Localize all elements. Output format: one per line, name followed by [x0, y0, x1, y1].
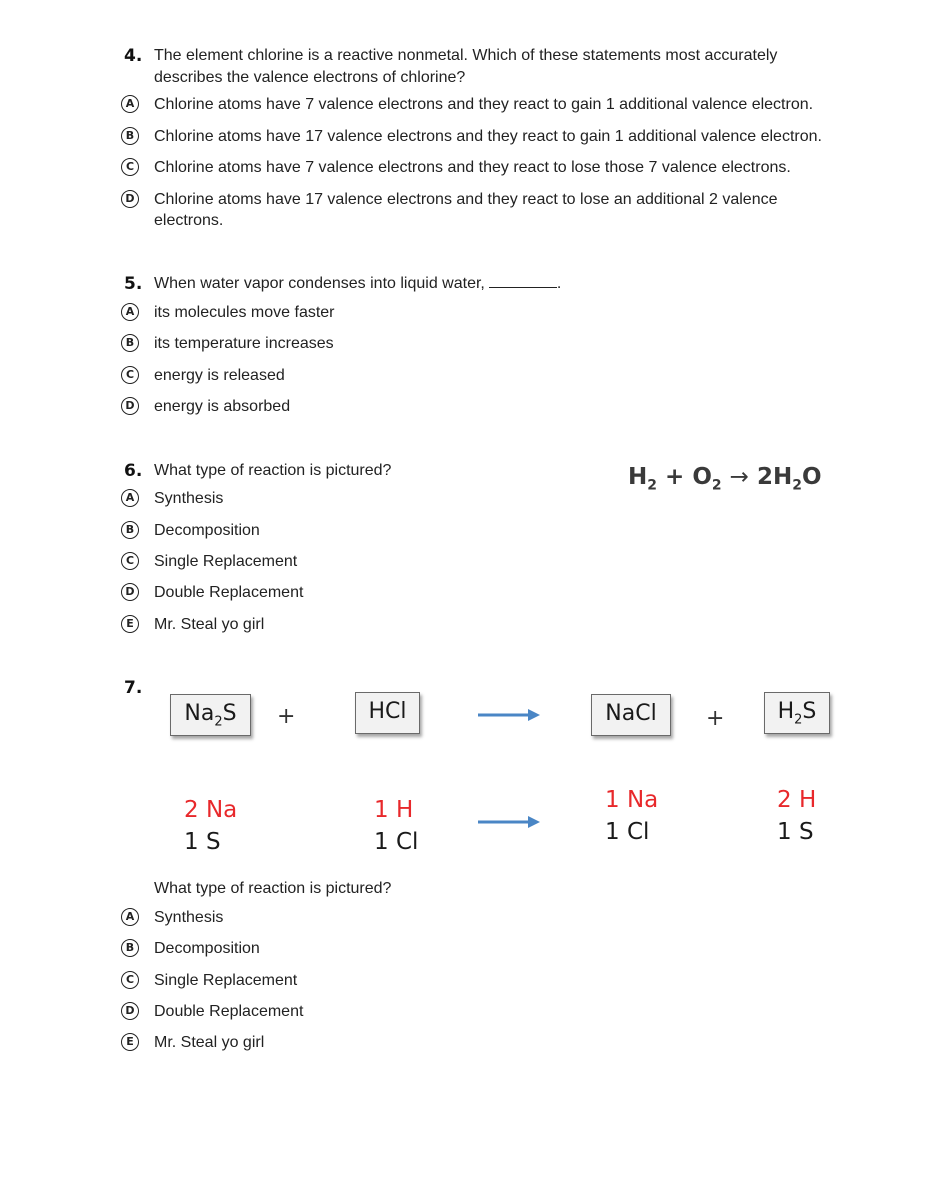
option-bubble[interactable]: B	[121, 939, 139, 957]
option-a[interactable]	[0, 302, 926, 326]
formula-subscript: 2	[214, 714, 223, 730]
option-d[interactable]	[0, 396, 926, 420]
eq-term: O	[801, 464, 822, 490]
option-a[interactable]	[0, 907, 926, 931]
eq-term: 2H	[756, 464, 793, 490]
eq-term: H	[628, 464, 648, 490]
option-bubble[interactable]: C	[121, 158, 139, 176]
option-bubble[interactable]: B	[121, 521, 139, 539]
option-a[interactable]	[0, 94, 926, 118]
atom-count	[184, 794, 237, 858]
formula-text: NaCl	[605, 701, 657, 726]
option-text: Decomposition	[154, 940, 260, 957]
option-text: Mr. Steal yo girl	[154, 616, 265, 633]
eq-subscript: 2	[711, 477, 722, 494]
option-text: Chlorine atoms have 7 valence electrons and they react to lose those 7 valence electrons.	[154, 159, 791, 176]
eq-subscript: 2	[647, 477, 657, 494]
answer-blank	[489, 287, 557, 288]
atom-count-red: 1 Na	[605, 787, 659, 813]
option-c[interactable]	[0, 157, 926, 181]
option-text: Synthesis	[154, 909, 224, 926]
formula-text: HCl	[368, 699, 407, 724]
question-number: 4.	[124, 46, 143, 66]
option-bubble[interactable]: A	[121, 908, 139, 926]
eq-subscript: 2	[792, 477, 802, 494]
option-d[interactable]	[0, 582, 926, 606]
atom-count-black: 1 S	[777, 819, 814, 845]
option-b[interactable]	[0, 126, 926, 150]
eq-arrow: →	[729, 464, 749, 490]
option-text: Double Replacement	[154, 1003, 304, 1020]
option-bubble[interactable]: B	[121, 127, 139, 145]
option-text: Chlorine atoms have 7 valence electrons and they react to gain 1 additional valence electron.	[154, 96, 814, 113]
question-text: What type of reaction is pictured?	[154, 462, 392, 479]
option-bubble[interactable]: E	[121, 1033, 139, 1051]
option-text: energy is absorbed	[154, 398, 291, 415]
formula-text: Na	[184, 701, 215, 726]
plus-sign: +	[706, 706, 725, 731]
option-bubble[interactable]: D	[121, 397, 139, 415]
formula-box-product-2	[764, 692, 830, 734]
option-text: Decomposition	[154, 522, 260, 539]
formula-text: H	[777, 699, 795, 724]
option-c[interactable]	[0, 365, 926, 389]
formula-box-reactant-2	[355, 692, 420, 734]
atom-count-red: 2 H	[777, 787, 817, 813]
option-bubble[interactable]: C	[121, 971, 139, 989]
atom-count-black: 1 Cl	[605, 819, 650, 845]
option-text: its temperature increases	[154, 335, 334, 352]
atom-count-red: 2 Na	[184, 797, 238, 823]
question-number: 7.	[124, 678, 143, 698]
question-text: What type of reaction is pictured?	[154, 880, 392, 897]
option-bubble[interactable]: A	[121, 303, 139, 321]
option-text: Synthesis	[154, 490, 224, 507]
question-text: The element chlorine is a reactive nonmetal. Which of these statements most accurately describes the valence electrons of chlorine?	[154, 47, 778, 86]
option-c[interactable]	[0, 970, 926, 994]
option-bubble[interactable]: A	[121, 489, 139, 507]
formula-text: S	[802, 699, 817, 724]
question-text-main: When water vapor condenses into liquid water,	[154, 275, 485, 292]
option-c[interactable]	[0, 551, 926, 575]
option-d[interactable]	[0, 189, 926, 235]
atom-count	[605, 784, 658, 848]
formula-subscript: 2	[794, 712, 803, 728]
option-bubble[interactable]: B	[121, 334, 139, 352]
option-bubble[interactable]: E	[121, 615, 139, 633]
option-bubble[interactable]: D	[121, 1002, 139, 1020]
option-text: its molecules move faster	[154, 304, 335, 321]
option-b[interactable]	[0, 520, 926, 544]
atom-count	[374, 794, 418, 858]
question-number: 6.	[124, 461, 143, 481]
option-e[interactable]	[0, 1032, 926, 1056]
formula-text: S	[222, 701, 237, 726]
option-text: Double Replacement	[154, 584, 304, 601]
option-text: Single Replacement	[154, 972, 298, 989]
option-text: Mr. Steal yo girl	[154, 1034, 265, 1051]
option-bubble[interactable]: A	[121, 95, 139, 113]
eq-term: O	[692, 464, 712, 490]
option-bubble[interactable]: D	[121, 583, 139, 601]
reaction-arrow	[476, 705, 542, 725]
option-text: Single Replacement	[154, 553, 298, 570]
question-number: 5.	[124, 274, 143, 294]
reaction-arrow	[476, 812, 542, 832]
formula-box-reactant-1	[170, 694, 251, 736]
option-e[interactable]	[0, 614, 926, 638]
option-bubble[interactable]: C	[121, 552, 139, 570]
question-text-end: .	[556, 275, 562, 292]
atom-count-black: 1 S	[184, 829, 221, 855]
option-text: energy is released	[154, 367, 285, 384]
eq-plus: +	[665, 464, 685, 490]
option-bubble[interactable]: C	[121, 366, 139, 384]
option-text: Chlorine atoms have 17 valence electrons and they react to gain 1 additional valence electron.	[154, 128, 822, 145]
question-text	[154, 273, 561, 295]
atom-count	[777, 784, 816, 848]
atom-count-black: 1 Cl	[374, 829, 419, 855]
option-d[interactable]	[0, 1001, 926, 1025]
option-b[interactable]	[0, 333, 926, 357]
option-text: Chlorine atoms have 17 valence electrons and they react to lose an additional 2 valence electrons.	[154, 191, 778, 229]
option-a[interactable]	[0, 488, 926, 512]
formula-box-product-1	[591, 694, 671, 736]
option-bubble[interactable]: D	[121, 190, 139, 208]
atom-count-red: 1 H	[374, 797, 414, 823]
option-b[interactable]	[0, 938, 926, 962]
plus-sign: +	[277, 704, 296, 729]
